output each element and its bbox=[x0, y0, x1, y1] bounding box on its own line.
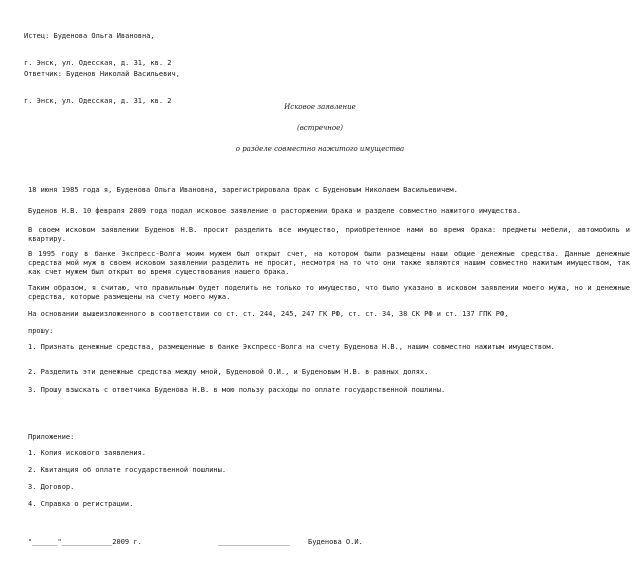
document-subject: о разделе совместно нажитого имущества bbox=[235, 145, 405, 153]
defendant-address: г. Энск, ул. Одесская, д. 31, кв. 2 bbox=[24, 97, 172, 105]
request-item-1: 1. Признать денежные средства, размещенные в банке Экспресс-Волга на счету Буденова Н.В., нашим совместно нажитым имуществом. bbox=[28, 343, 555, 351]
plaintiff-name: Истец: Буденова Ольга Ивановна, bbox=[24, 32, 155, 40]
body-paragraph-3: В своем исковом заявлении Буденов Н.В. просит разделить все имущество, приобретенное нами во время брака: предметы мебели, автомобиль и квартиру. bbox=[28, 226, 630, 243]
body-paragraph-request: прошу: bbox=[28, 327, 54, 335]
attachment-item-3: 3. Договор. bbox=[28, 483, 75, 491]
body-paragraph-4: В 1995 году в банке Экспресс-Волга моим мужем был открыт счет, на котором были размещены наши общие денежные средства. Данные денежные средства мой муж в своем исковом заявлении разделить не просит, несмотря на то что они также являются нашим совместно нажитым имуществом, так как счет мужем был открыт во время существования нашего брака. bbox=[28, 250, 630, 276]
defendant-name: Ответчик: Буденов Николай Васильевич, bbox=[24, 70, 180, 78]
signature-date: "______"____________2009 г. bbox=[28, 538, 142, 546]
signature-name: Буденова О.И. bbox=[308, 538, 363, 546]
body-paragraph-1: 18 июня 1985 года я, Буденова Ольга Ивановна, зарегистрировала брак с Буденовым Николаем Васильевичем. bbox=[28, 186, 458, 194]
plaintiff-address: г. Энск, ул. Одесская, д. 31, кв. 2 bbox=[24, 59, 172, 67]
body-paragraph-2: Буденов Н.В. 10 февраля 2009 года подал исковое заявление о расторжении брака и разделе совместно нажитого имущества. bbox=[28, 207, 522, 215]
attachment-item-4: 4. Справка о регистрации. bbox=[28, 500, 134, 508]
body-paragraph-6: На основании вышеизложенного в соответствии со ст. ст. 244, 245, 247 ГК РФ, ст. ст. 34, 38 СК РФ и ст. 137 ГПК РФ, bbox=[28, 310, 509, 318]
attachments-title: Приложение: bbox=[28, 433, 75, 441]
document-subtitle: (встречное) bbox=[296, 124, 344, 132]
request-item-2: 2. Разделить эти денежные средства между мной, Буденовой О.И., и Буденовым Н.В. в равных долях. bbox=[28, 368, 429, 376]
signature-line: _________________ bbox=[218, 538, 290, 546]
body-paragraph-5: Таким образом, я считаю, что правильным будет поделить не только то имущество, что было указано в исковом заявлении моего мужа, но и денежные средства, которые размещены на счету моего мужа. bbox=[28, 284, 630, 301]
attachment-item-1: 1. Копия искового заявления. bbox=[28, 449, 147, 457]
attachment-item-2: 2. Квитанция об оплате государственной пошлины. bbox=[28, 466, 227, 474]
document-title: Исковое заявление bbox=[284, 103, 356, 111]
request-item-3: 3. Прошу взыскать с ответчика Буденова Н.В. в мою пользу расходы по оплате государственной пошлины. bbox=[28, 386, 446, 394]
